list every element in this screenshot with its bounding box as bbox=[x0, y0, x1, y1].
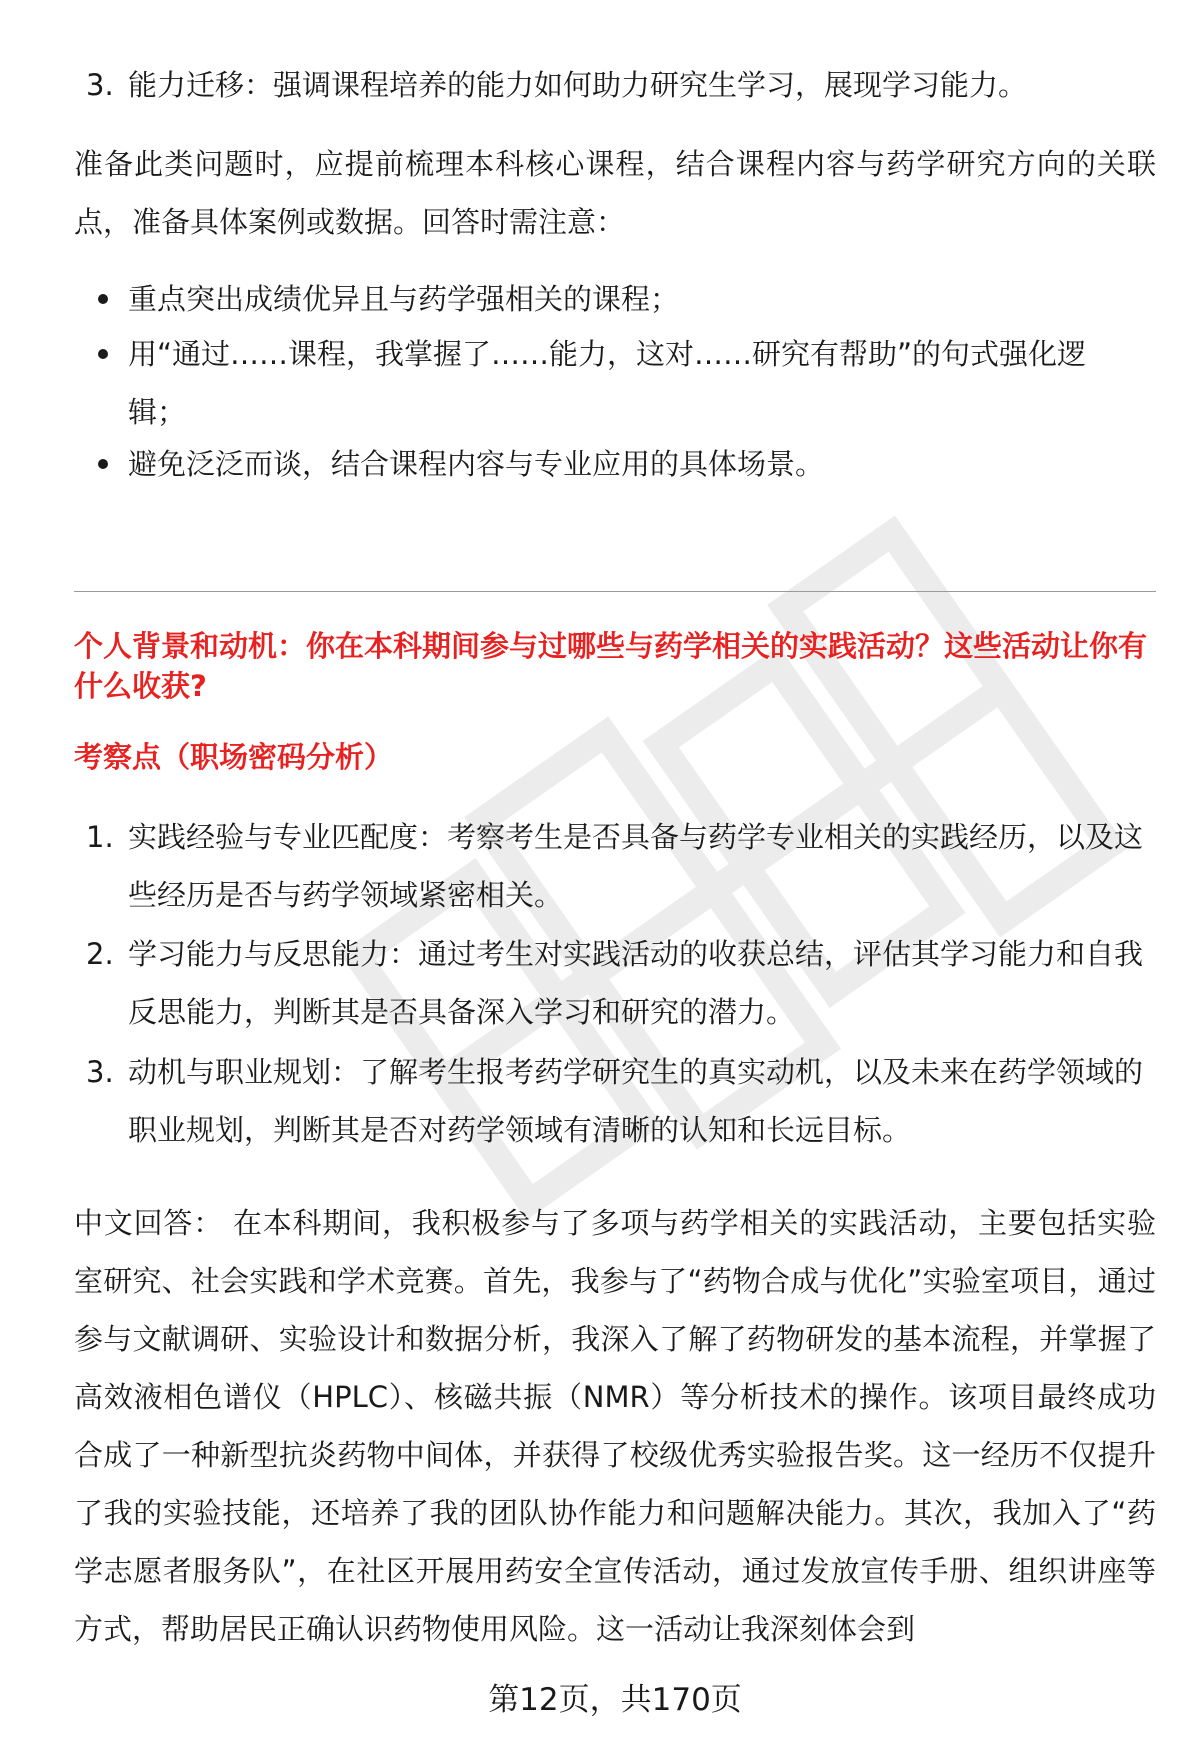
tip-text: 用“通过……课程，我掌握了……能力，这对……研究有帮助”的句式强化逻辑； bbox=[128, 337, 1087, 429]
list-number: 3. bbox=[86, 68, 114, 102]
page-footer: 第12页，共170页 bbox=[488, 1682, 742, 1718]
bullet-icon bbox=[98, 294, 108, 304]
bullet-icon bbox=[98, 459, 108, 469]
list-number: 2. bbox=[86, 937, 114, 971]
list-text: 学习能力与反思能力：通过考生对实践活动的收获总结，评估其学习能力和自我反思能力，判断其是否具备深入学习和研究的潜力。 bbox=[128, 937, 1144, 1029]
answer-paragraph: 中文回答： 在本科期间，我积极参与了多项与药学相关的实践活动，主要包括实验室研究、社会实践和学术竞赛。首先，我参与了“药物合成与优化”实验室项目，通过参与文献调研、实验设计和数据分析，我深入了解了药物研发的基本流程，并掌握了高效液相色谱仪（HPLC）、核磁共振（NMR）等分析技术的操作。该项目最终成功合成了一种新型抗炎药物中间体，并获得了校级优秀实验报告奖。这一经历不仅提升了我的实验技能，还培养了我的团队协作能力和问题解决能力。其次，我加入了“药学志愿者服务队”，在社区开展用药安全宣传活动，通过发放宣传手册、组织讲座等方式，帮助居民正确认识药物使用风险。这一活动让我深刻体会到 bbox=[74, 1206, 1156, 1646]
points-heading: 考察点（职场密码分析） bbox=[74, 740, 394, 774]
list-number: 1. bbox=[86, 820, 114, 854]
list-number: 3. bbox=[86, 1055, 114, 1089]
list-text: 能力迁移：强调课程培养的能力如何助力研究生学习，展现学习能力。 bbox=[128, 68, 1028, 102]
document-page bbox=[74, 0, 1156, 1755]
section-divider bbox=[74, 591, 1156, 592]
intro-paragraph: 准备此类问题时，应提前梳理本科核心课程，结合课程内容与药学研究方向的关联点，准备具体案例或数据。回答时需注意： bbox=[74, 147, 1156, 239]
list-text: 动机与职业规划：了解考生报考药学研究生的真实动机，以及未来在药学领域的职业规划，判断其是否对药学领域有清晰的认知和长远目标。 bbox=[128, 1055, 1144, 1147]
tip-text: 重点突出成绩优异且与药学强相关的课程； bbox=[128, 282, 680, 316]
list-text: 实践经验与专业匹配度：考察考生是否具备与药学专业相关的实践经历，以及这些经历是否与药学领域紧密相关。 bbox=[128, 820, 1144, 912]
tip-text: 避免泛泛而谈，结合课程内容与专业应用的具体场景。 bbox=[128, 447, 825, 481]
question-heading: 个人背景和动机：你在本科期间参与过哪些与药学相关的实践活动？这些活动让你有什么收获? bbox=[74, 629, 1148, 703]
bullet-icon bbox=[98, 349, 108, 359]
